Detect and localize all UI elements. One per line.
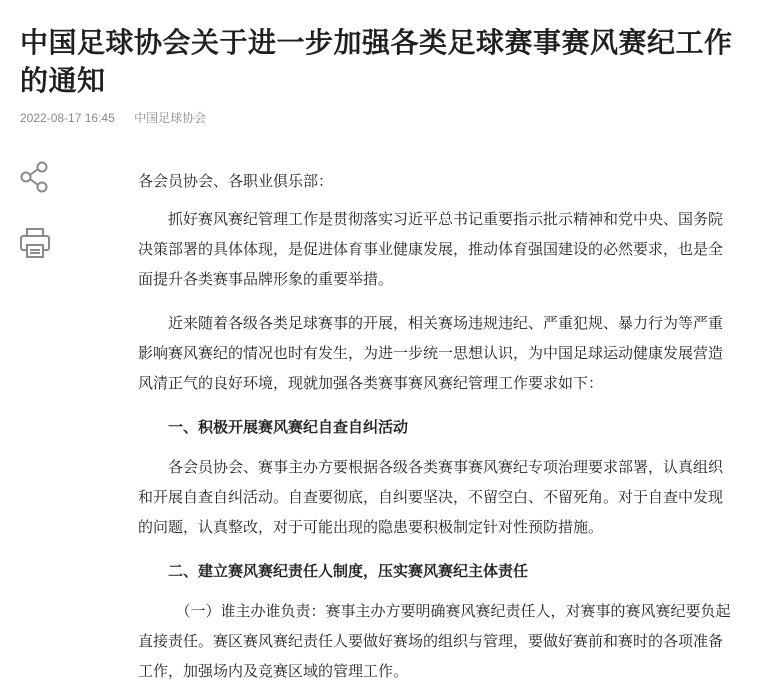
paragraph: 近来随着各级各类足球赛事的开展，相关赛场违规违纪、严重犯规、暴力行为等严重影响赛风赛纪的情况也时有发生，为进一步统一思想认识，为中国足球运动健康发展营造风清正气的良好环境，现就加强各类赛事赛风赛纪管理工作要求如下： (138, 314, 724, 392)
article-meta (20, 109, 206, 126)
article-source[interactable]: 中国足球协会 (134, 111, 207, 125)
section-heading: 二、建立赛风赛纪责任人制度，压实赛风赛纪主体责任 (168, 562, 529, 580)
paragraph: 各会员协会、赛事主办方要根据各级各类赛事赛风赛纪专项治理要求部署，认真组织和开展自查自纠活动。自查要彻底，自纠要坚决，不留空白、不留死角。对于自查中发现的问题，认真整改，对于可能出现的隐患要积极制定针对性预防措施。 (138, 458, 724, 536)
section-heading: 一、积极开展赛风赛纪自查自纠活动 (168, 418, 409, 436)
paragraph: 抓好赛风赛纪管理工作是贯彻落实习近平总书记重要指示批示精神和党中央、国务院决策部署的具体体现，是促进体育事业健康发展，推动体育强国建设的必然要求，也是全面提升各类赛事品牌形象的重要举措。 (138, 210, 724, 288)
share-icon[interactable] (18, 160, 52, 194)
print-icon[interactable] (18, 226, 52, 260)
publish-date: 2022-08-17 16:45 (20, 111, 115, 125)
paragraph: （一）谁主办谁负责：赛事主办方要明确赛风赛纪责任人，对赛事的赛风赛纪要负起直接责任。赛区赛风赛纪责任人要做好赛场的组织与管理，要做好赛前和赛时的各项准备工作，加强场内及竞赛区域的管理工作。 (138, 602, 731, 680)
greeting-line: 各会员协会、各职业俱乐部： (138, 172, 334, 190)
article-body (138, 166, 736, 700)
article-title: 中国足球协会关于进一步加强各类足球赛事赛风赛纪工作的通知 (20, 26, 733, 97)
article-toolbar (18, 160, 54, 292)
